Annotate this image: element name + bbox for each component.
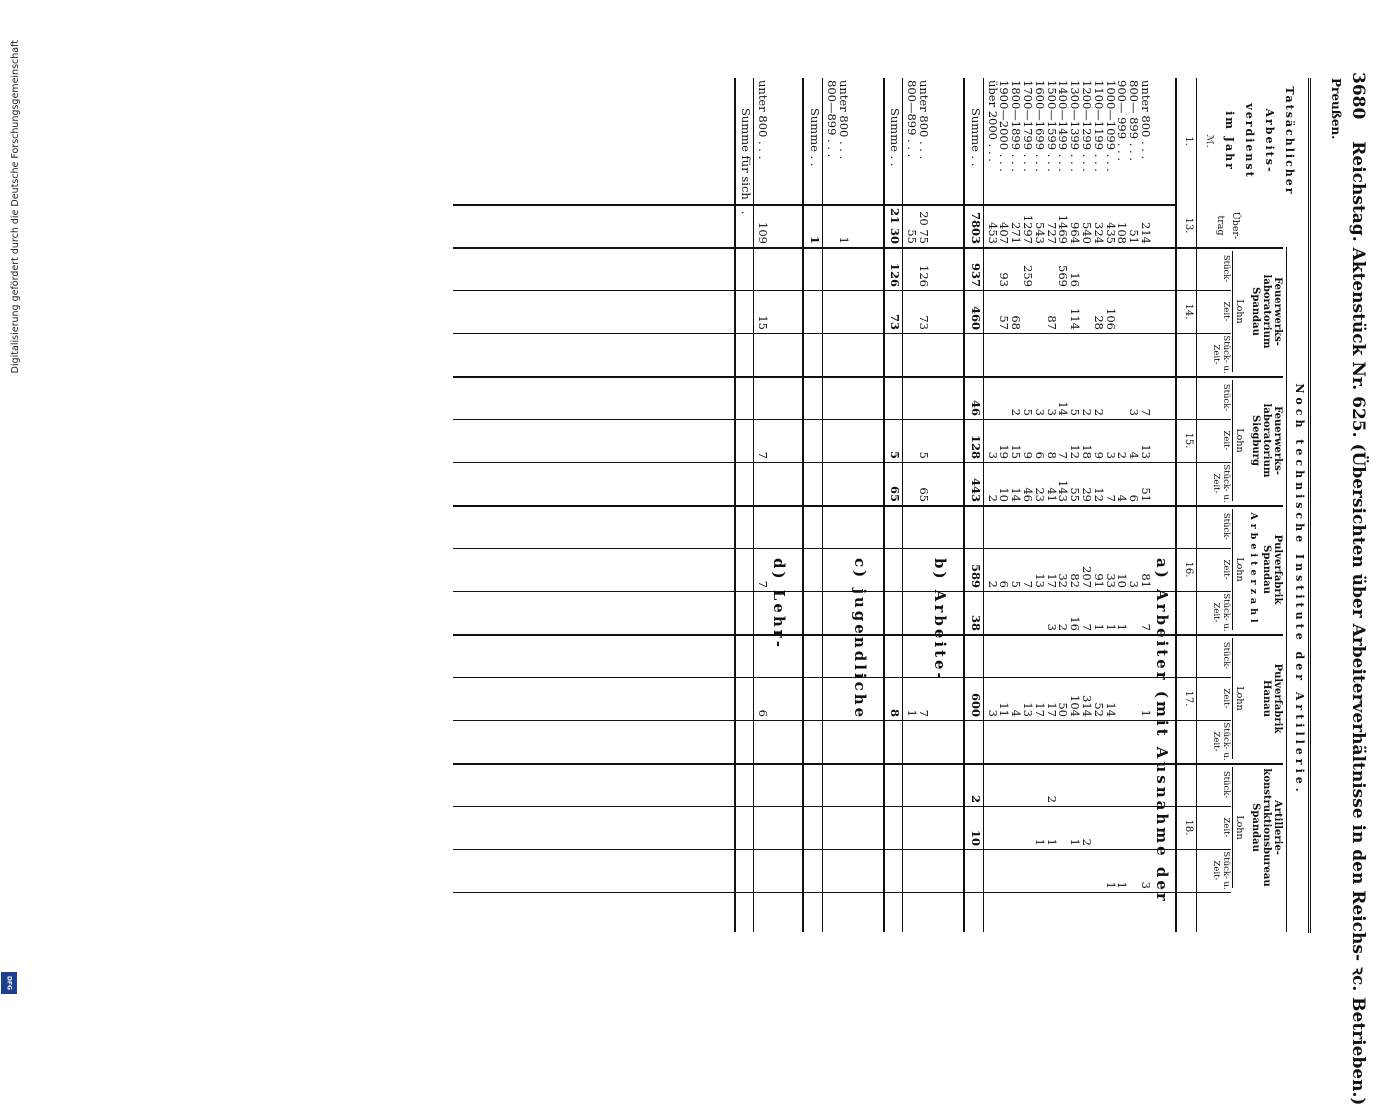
row-label: 1200—1299 . . . [1080, 80, 1094, 172]
state-label: Preußen. [1329, 78, 1343, 140]
table-cell: 569 [1056, 265, 1071, 287]
vline-col-4 [453, 376, 1283, 378]
sum-label: Summe . . [968, 108, 983, 167]
table-cell: 55 [1068, 487, 1083, 502]
row-label: 1400—1499 . . . [1056, 80, 1071, 172]
table-cell: 4 [1115, 494, 1130, 502]
sum-cell: 5 [888, 450, 903, 459]
table-cell: 114 [1068, 308, 1083, 330]
table-cell: 540 [1080, 222, 1094, 244]
section-end-rule-3 [802, 78, 804, 932]
page-footer [0, 0, 20, 1000]
row-label: 1800—1899 . . . [1009, 80, 1024, 172]
running-title: Reichstag. Aktenstück Nr. 625. (Übersichten über Arbeiterverhältnisse in den Reichs- ꝛc. Betrieben.) [1348, 141, 1368, 1105]
sum-rule-3 [822, 78, 823, 932]
column-number-2: 13. [1183, 217, 1194, 234]
section-title-3: c) jugendliche [850, 558, 869, 721]
sum-label: Summe . . [888, 108, 903, 167]
institute-header-4: Pulverfabrik Hanau [1261, 663, 1283, 734]
institute-header-5: Artillerie- konstruktionsbureau Spandau [1250, 768, 1283, 887]
table-cell: 29 [1080, 487, 1094, 502]
table-cell: 3 [1044, 408, 1059, 416]
lohn-label-5: Lohn [1234, 815, 1245, 840]
row-label: 1000—1099 . . . [1103, 80, 1118, 172]
table-cell: 6 [756, 709, 771, 717]
sum-cell: 589 [968, 563, 983, 588]
table-cell: 1 [1139, 709, 1153, 717]
table-cell: 10 [1115, 573, 1130, 588]
table-cell: 52 [1091, 702, 1106, 717]
sum-cell: 460 [968, 305, 983, 330]
row-label: 800—899 . . . [905, 80, 920, 158]
sum-cell: 10 [968, 829, 983, 846]
table-cell: 28 [1091, 315, 1106, 330]
sum-cell: 443 [968, 477, 983, 502]
row-label: 800— 899 . . . [1127, 80, 1142, 161]
table-cell: 1 [1044, 838, 1059, 846]
table-cell: 1469 [1056, 214, 1071, 244]
column-number-3: 14. [1183, 303, 1194, 320]
row-label: unter 800 . . . [836, 80, 851, 160]
lohn-rule-1 [1232, 251, 1233, 372]
sum-cell: 65 [888, 485, 903, 502]
table-cell: 57 [997, 315, 1012, 330]
sum-cell: 73 [888, 313, 903, 330]
digitization-credit: Digitalisierung gefördert durch die Deutsche Forschungsgemeinschaft [10, 40, 21, 374]
page-number: 3680 [1348, 72, 1368, 120]
row-label: 1500—1599 . . . [1044, 80, 1059, 172]
table-cell: 7 [1056, 451, 1071, 459]
table-cell: 1 [1103, 623, 1118, 631]
row-label: 800—899 . . . [824, 80, 839, 158]
sub-header-1-2: Zeit- [1221, 301, 1231, 322]
table-cell: 2 [1080, 408, 1094, 416]
table-cell: 143 [1056, 480, 1071, 502]
table-cell: 1297 [1021, 214, 1035, 244]
table-cell: 14 [1009, 487, 1024, 502]
row-label: über 2000 . . . [985, 80, 1000, 162]
table-cell: 13 [1032, 573, 1047, 588]
table-cell: 7 [917, 709, 931, 717]
section-title-1: a) Arbeiter (mit Ausnahme der [1153, 558, 1171, 904]
running-head [1348, 72, 1371, 1105]
sum-cell: 38 [968, 614, 983, 631]
table-cell: 9 [1091, 451, 1106, 459]
table-cell: 41 [1044, 487, 1059, 502]
table-cell: 65 [917, 487, 931, 502]
table-cell: 1 [836, 236, 851, 244]
table-cell: 5 [917, 451, 931, 459]
sum-cell: 21 30 [888, 207, 903, 244]
table-cell: 9 [1021, 451, 1035, 459]
table-cell: 93 [997, 272, 1012, 287]
group-rule [1286, 247, 1287, 932]
table-cell: 3 [985, 709, 1000, 717]
sum-cell: 600 [968, 692, 983, 717]
table-cell: 106 [1103, 308, 1118, 330]
table-cell: 15 [1009, 444, 1024, 459]
table-cell: 964 [1068, 222, 1083, 244]
table-cell: 3 [1032, 408, 1047, 416]
table-cell: 3 [985, 451, 1000, 459]
table-cell: 543 [1032, 222, 1047, 244]
table-cell: 2 [1056, 623, 1071, 631]
table-cell: 207 [1080, 566, 1094, 588]
lohn-rule-2 [1232, 380, 1233, 501]
table-cell: 12 [1068, 444, 1083, 459]
table-cell: 7 [1103, 494, 1118, 502]
row-label: 900— 999 . . . [1115, 80, 1130, 161]
table-cell: 214 [1139, 222, 1153, 244]
section-title-4: d) Lehr- [770, 558, 789, 650]
table-cell: 19 [997, 444, 1012, 459]
sum-cell: 126 [888, 262, 903, 287]
section-end-rule-2 [883, 78, 885, 932]
table-cell: 68 [1009, 315, 1024, 330]
table-cell: 6 [997, 580, 1012, 588]
row-label: 1600—1699 . . . [1032, 80, 1047, 172]
sum-rule-1 [983, 78, 984, 932]
sub-header-2-2: Zeit- [1221, 430, 1231, 451]
table-cell: 3 [1044, 623, 1059, 631]
lohn-rule-5 [1232, 767, 1233, 888]
table-cell: 20 75 [917, 211, 931, 244]
table-cell: 15 [756, 315, 771, 330]
table-cell: 7 [1080, 623, 1094, 631]
section-end-rule-4 [734, 78, 736, 932]
table-cell: 1 [1091, 623, 1106, 631]
lohn-rule-4 [1232, 638, 1233, 759]
table-cell: 324 [1091, 222, 1106, 244]
sub-header-1-1: Stück- [1221, 254, 1231, 283]
institute-header-3: Pulverfabrik Spandau [1261, 534, 1283, 605]
table-cell: 51 [1139, 487, 1153, 502]
table-cell: 23 [1032, 487, 1047, 502]
section-title-2: b) Arbeite- [931, 558, 949, 682]
table-cell: 3 [1103, 451, 1118, 459]
row-label: unter 800 . . . [917, 80, 931, 160]
table-cell: 8 [1044, 451, 1059, 459]
sum-cell: 7803 [968, 211, 983, 244]
lohn-rule-3 [1232, 509, 1233, 630]
table-cell: 126 [917, 265, 931, 287]
table-cell: 1 [1103, 881, 1118, 889]
table-cell: 7 [756, 580, 771, 588]
lohn-label-3: Lohn [1234, 557, 1245, 582]
lohn-label-2: Lohn [1234, 428, 1245, 453]
sum-cell: 46 [968, 399, 983, 416]
table-cell: 87 [1044, 315, 1059, 330]
group-title: Noch technische Institute der Artillerie. [1293, 383, 1306, 796]
stub-header: Tatsächlicher Arbeits- verdienst im Jahr [1223, 86, 1296, 196]
sub-header-4-3: Stück- u. Zeit- [1211, 722, 1231, 761]
sum-rule-4 [753, 78, 754, 932]
table-cell: 1 [1115, 623, 1130, 631]
table-cell: 271 [1009, 222, 1024, 244]
table-cell: 1 [1115, 881, 1130, 889]
table-cell: 1 [1068, 838, 1083, 846]
column-number-5: 16. [1183, 561, 1194, 578]
sub-header-3-1: Stück- [1221, 512, 1231, 541]
table-cell: 12 [1091, 487, 1106, 502]
row-label: 1300—1399 . . . [1068, 80, 1083, 172]
sub-header-4-1: Stück- [1221, 641, 1231, 670]
table-cell: 5 [1009, 580, 1024, 588]
table-cell: 11 [997, 702, 1012, 717]
vline-col-14 [453, 806, 1231, 807]
table-top-rule [1308, 78, 1311, 933]
dfg-logo-icon: DFG [1, 972, 17, 994]
vline-col-12 [453, 720, 1231, 721]
sub-header-5-3: Stück- u. Zeit- [1211, 851, 1231, 890]
table-cell: 16 [1068, 616, 1083, 631]
table-cell: 314 [1080, 695, 1094, 717]
table-cell: 7 [756, 451, 771, 459]
lohn-label-4: Lohn [1234, 686, 1245, 711]
table-cell: 3 [1127, 580, 1142, 588]
table-cell: 5 [1068, 408, 1083, 416]
arbeiterzahl-header: Arbeiterzahl [1248, 512, 1259, 627]
table-cell: 453 [985, 222, 1000, 244]
table-cell: 50 [1056, 702, 1071, 717]
table-cell: 6 [1127, 494, 1142, 502]
table-cell: 6 [1032, 451, 1047, 459]
table-cell: 10 [997, 487, 1012, 502]
table-cell: 14 [1103, 702, 1118, 717]
table-cell: 2 [1044, 795, 1059, 803]
column-number-1: 1. [1183, 136, 1194, 146]
sub-header-3-2: Zeit- [1221, 559, 1231, 580]
table-cell: 46 [1021, 487, 1035, 502]
sub-header-5-1: Stück- [1221, 770, 1231, 799]
table-cell: 4 [1127, 451, 1142, 459]
table-cell: 2 [1009, 408, 1024, 416]
institute-header-2: Feuerwerks- laboratorium Siegburg [1250, 403, 1283, 478]
table-cell: 13 [1139, 444, 1153, 459]
table-cell: 3 [1139, 881, 1153, 889]
sum-cell: 937 [968, 262, 983, 287]
table-cell: 1 [1032, 838, 1047, 846]
table-cell: 7 [1139, 408, 1153, 416]
sum-cell: 1 [808, 235, 822, 244]
sum-rule-2 [902, 78, 903, 932]
sub-header-5-2: Zeit- [1221, 817, 1231, 838]
sub-header-2-1: Stück- [1221, 383, 1231, 412]
sum-label: Summe für sich . . [739, 108, 754, 215]
table-cell: 13 [1021, 702, 1035, 717]
sum-cell: 2 [968, 794, 983, 803]
table-cell: 17 [1044, 573, 1059, 588]
table-cell: 435 [1103, 222, 1118, 244]
sub-header-4-2: Zeit- [1221, 688, 1231, 709]
table-cell: 81 [1139, 573, 1153, 588]
row-label: 1700—1799 . . . [1021, 80, 1035, 172]
table-cell: 1 [905, 709, 920, 717]
table-cell: 407 [997, 222, 1012, 244]
sub-header-2-3: Stück- u. Zeit- [1211, 464, 1231, 503]
sum-label: Summe . . [808, 108, 822, 167]
sub-header-3-3: Stück- u. Zeit- [1211, 593, 1231, 632]
row-label: unter 800 . . . [1139, 80, 1153, 160]
section-end-rule-1 [963, 78, 965, 932]
table-cell: 259 [1021, 265, 1035, 287]
table-cell: 91 [1091, 573, 1106, 588]
table-cell: 7 [1139, 623, 1153, 631]
row-label: 1100—1199 . . . [1091, 80, 1106, 172]
table-cell: 16 [1068, 272, 1083, 287]
table-cell: 109 [756, 222, 771, 244]
column-number-7: 18. [1183, 819, 1194, 836]
table-cell: 108 [1115, 222, 1130, 244]
vline-col-16 [453, 892, 1231, 893]
table-cell: 2 [985, 494, 1000, 502]
table-cell: 18 [1080, 444, 1094, 459]
table-cell: 2 [1080, 838, 1094, 846]
vline-col-7 [453, 505, 1283, 507]
table-cell: 5 [1021, 408, 1035, 416]
table-cell: 104 [1068, 695, 1083, 717]
sum-cell: 128 [968, 434, 983, 459]
lohn-label-1: Lohn [1234, 299, 1245, 324]
document-page [20, 0, 1383, 1105]
table-cell: 2 [1115, 451, 1130, 459]
column-number-6: 17. [1183, 690, 1194, 707]
table-cell: 33 [1103, 573, 1118, 588]
table-cell: 2 [985, 580, 1000, 588]
institute-header-1: Feuerwerks- laboratorium Spandau [1250, 274, 1283, 349]
column-number-4: 15. [1183, 432, 1194, 449]
table-cell: 7 [1021, 580, 1035, 588]
sub-header-1-3: Stück- u. Zeit- [1211, 335, 1231, 374]
table-cell: 51 [1127, 229, 1142, 244]
table-cell: 14 [1056, 401, 1071, 416]
table-cell: 4 [1009, 709, 1024, 717]
vline-col-1 [453, 247, 1283, 249]
table-cell: 73 [917, 315, 931, 330]
table-cell: 32 [1056, 573, 1071, 588]
table-cell: 17 [1044, 702, 1059, 717]
stub-unit: ℳ. [1204, 134, 1215, 148]
vline-col-3 [453, 333, 1231, 334]
table-cell: 2 [1091, 408, 1106, 416]
sum-cell: 8 [888, 708, 903, 717]
row-label: unter 800 . . . [756, 80, 771, 160]
table-cell: 55 [905, 229, 920, 244]
row-label: 1900—2000 . . . [997, 80, 1012, 172]
table-cell: 3 [1127, 408, 1142, 416]
table-cell: 17 [1032, 702, 1047, 717]
table-cell: 82 [1068, 573, 1083, 588]
uebertrag-header: Über- trag [1215, 211, 1241, 240]
table-cell: 727 [1044, 222, 1059, 244]
